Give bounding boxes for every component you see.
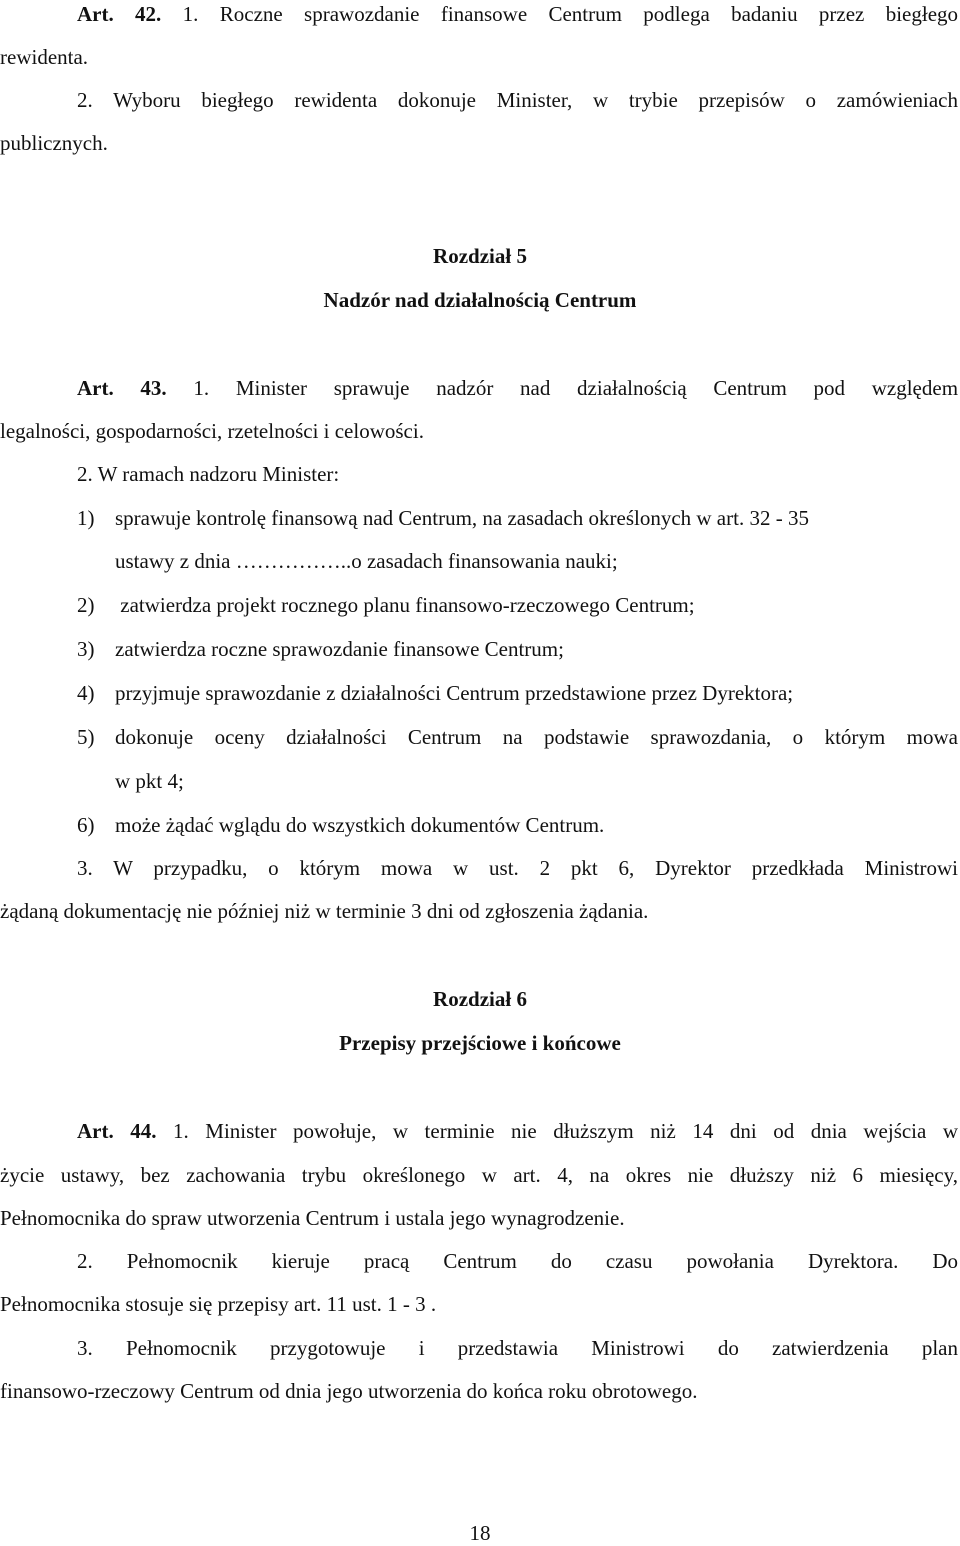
art44-para2-line1: 2. Pełnomocnik kieruje pracą Centrum do czasu powołania Dyrektora. Do — [77, 1249, 958, 1273]
art44-p1-text: Minister powołuje, w terminie nie dłuższym niż 14 dni od dnia wejścia w — [205, 1119, 959, 1143]
item-number: 1) — [77, 506, 95, 530]
art42-para1-line2: rewidenta. — [0, 45, 89, 69]
art43-item-1 — [77, 505, 809, 531]
art42-p2-text: Wyboru biegłego rewidenta dokonuje Minister, w trybie przepisów o zamówieniach — [113, 88, 959, 112]
art44-label: Art. 44. — [77, 1119, 157, 1143]
item-text: przyjmuje sprawozdanie z działalności Centrum przedstawione przez Dyrektora; — [115, 681, 794, 705]
art42-para2-line2: publicznych. — [0, 131, 108, 155]
art43-label: Art. 43. — [77, 376, 167, 400]
art44-para1-line3: Pełnomocnika do spraw utworzenia Centrum i ustala jego wynagrodzenie. — [0, 1206, 625, 1230]
art42-p1-text: Roczne sprawozdanie finansowe Centrum podlega badaniu przez biegłego — [219, 2, 959, 26]
art43-item-4 — [77, 680, 793, 706]
art43-para3-line1: 3. W przypadku, o którym mowa w ust. 2 pkt 6, Dyrektor przedkłada Ministrowi — [77, 856, 958, 880]
art43-item-6 — [77, 812, 604, 838]
chapter6-title: Rozdział 6 — [433, 987, 527, 1011]
item-number: 3) — [77, 637, 95, 661]
art42-para1-line1 — [77, 1, 958, 27]
art42-p2-num: 2. — [77, 88, 93, 112]
item-number: 6) — [77, 813, 95, 837]
item-text: może żądać wglądu do wszystkich dokumentów Centrum. — [115, 813, 605, 837]
item-number: 2) — [77, 593, 95, 617]
art44-para1-line2: życie ustawy, bez zachowania trybu określonego w art. 4, na okres nie dłuższy niż 6 miesięcy, — [0, 1163, 958, 1187]
item-text: zatwierdza projekt rocznego planu finansowo-rzeczowego Centrum; — [115, 593, 695, 617]
page-number: 18 — [469, 1521, 491, 1545]
item-number: 4) — [77, 681, 95, 705]
art43-item-5-line2: w pkt 4; — [115, 769, 184, 793]
chapter6-subtitle: Przepisy przejściowe i końcowe — [339, 1031, 621, 1055]
art43-para3-line2: żądaną dokumentację nie później niż w terminie 3 dni od zgłoszenia żądania. — [0, 899, 649, 923]
chapter5-subtitle: Nadzór nad działalnością Centrum — [323, 288, 637, 312]
art44-p1-num: 1. — [173, 1119, 189, 1143]
art43-para1-line1 — [77, 375, 958, 401]
item-text: dokonuje oceny działalności Centrum na podstawie sprawozdania, o którym mowa — [115, 725, 958, 749]
art42-label: Art. 42. — [77, 2, 162, 26]
art43-item-5 — [77, 724, 958, 750]
art43-p1-num: 1. — [193, 376, 210, 400]
item-text: zatwierdza roczne sprawozdanie finansowe Centrum; — [115, 637, 564, 661]
art44-para1-line1 — [77, 1118, 958, 1144]
art43-item-1-line2: ustawy z dnia ……………..o zasadach finansowania nauki; — [115, 549, 618, 573]
art42-p1-num: 1. — [182, 2, 199, 26]
art43-item-2 — [77, 592, 695, 618]
art43-item-3 — [77, 636, 564, 662]
art44-para3-line2: finansowo-rzeczowy Centrum od dnia jego utworzenia do końca roku obrotowego. — [0, 1379, 698, 1403]
art44-para3-line1: 3. Pełnomocnik przygotowuje i przedstawia Ministrowi do zatwierdzenia plan — [77, 1336, 958, 1360]
item-text: sprawuje kontrolę finansową nad Centrum, na zasadach określonych w art. 32 - 35 — [115, 506, 809, 530]
art43-p1-text: Minister sprawuje nadzór nad działalnością Centrum pod względem — [235, 376, 959, 400]
art44-para2-line2: Pełnomocnika stosuje się przepisy art. 11 ust. 1 - 3 . — [0, 1292, 437, 1316]
art43-para1-line2: legalności, gospodarności, rzetelności i celowości. — [0, 419, 424, 443]
chapter5-title: Rozdział 5 — [433, 244, 527, 268]
item-number: 5) — [77, 725, 95, 749]
art43-para2-line1: 2. W ramach nadzoru Minister: — [77, 462, 340, 486]
art42-para2-line1 — [77, 87, 958, 113]
